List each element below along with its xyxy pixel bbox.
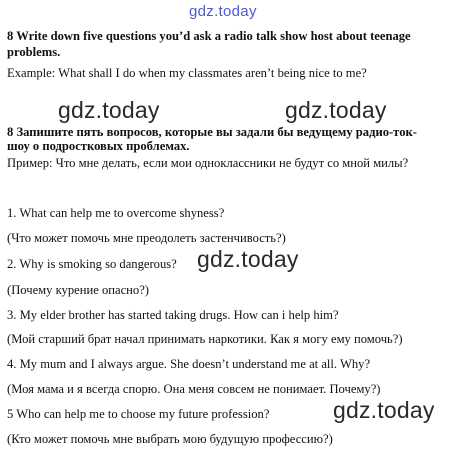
watermark-q5: gdz.today [333, 397, 435, 423]
watermark-mid-left: gdz.today [58, 97, 160, 123]
exercise-heading-en-line2: problems. [7, 45, 61, 59]
answer-4-ru: (Моя мама и я всегда спорю. Она меня совсем не понимает. Почему?) [7, 382, 381, 396]
exercise-heading-ru-line2: шоу о подростковых проблемах. [7, 139, 190, 153]
answer-3-ru: (Мой старший брат начал принимать наркотики. Как я могу ему помочь?) [7, 332, 403, 346]
answer-2-en: 2. Why is smoking so dangerous? [7, 257, 177, 271]
answer-1-en: 1. What can help me to overcome shyness? [7, 206, 225, 220]
exercise-heading-en-line1: 8 Write down five questions you’d ask a radio talk show host about teenage [7, 29, 411, 43]
answer-4-en: 4. My mum and I always argue. She doesn’t understand me at all. Why? [7, 357, 371, 371]
answer-3-en: 3. My elder brother has started taking drugs. How can i help him? [7, 308, 339, 322]
exercise-heading-ru-line1: 8 Запишите пять вопросов, которые вы задали бы ведущему радио-ток- [7, 125, 417, 139]
answer-2-ru: (Почему курение опасно?) [7, 283, 149, 297]
answer-1-ru: (Что может помочь мне преодолеть застенчивость?) [7, 231, 286, 245]
answer-5-en: 5 Who can help me to choose my future profession? [7, 407, 270, 421]
watermark-q2: gdz.today [197, 246, 299, 272]
watermark-top: gdz.today [189, 3, 257, 20]
answer-5-ru: (Кто может помочь мне выбрать мою будущую профессию?) [7, 432, 333, 446]
exercise-example-ru: Пример: Что мне делать, если мои одноклассники не будут со мной милы? [7, 156, 409, 170]
watermark-mid-right: gdz.today [285, 97, 387, 123]
exercise-example-en: Example: What shall I do when my classmates aren’t being nice to me? [7, 66, 367, 80]
